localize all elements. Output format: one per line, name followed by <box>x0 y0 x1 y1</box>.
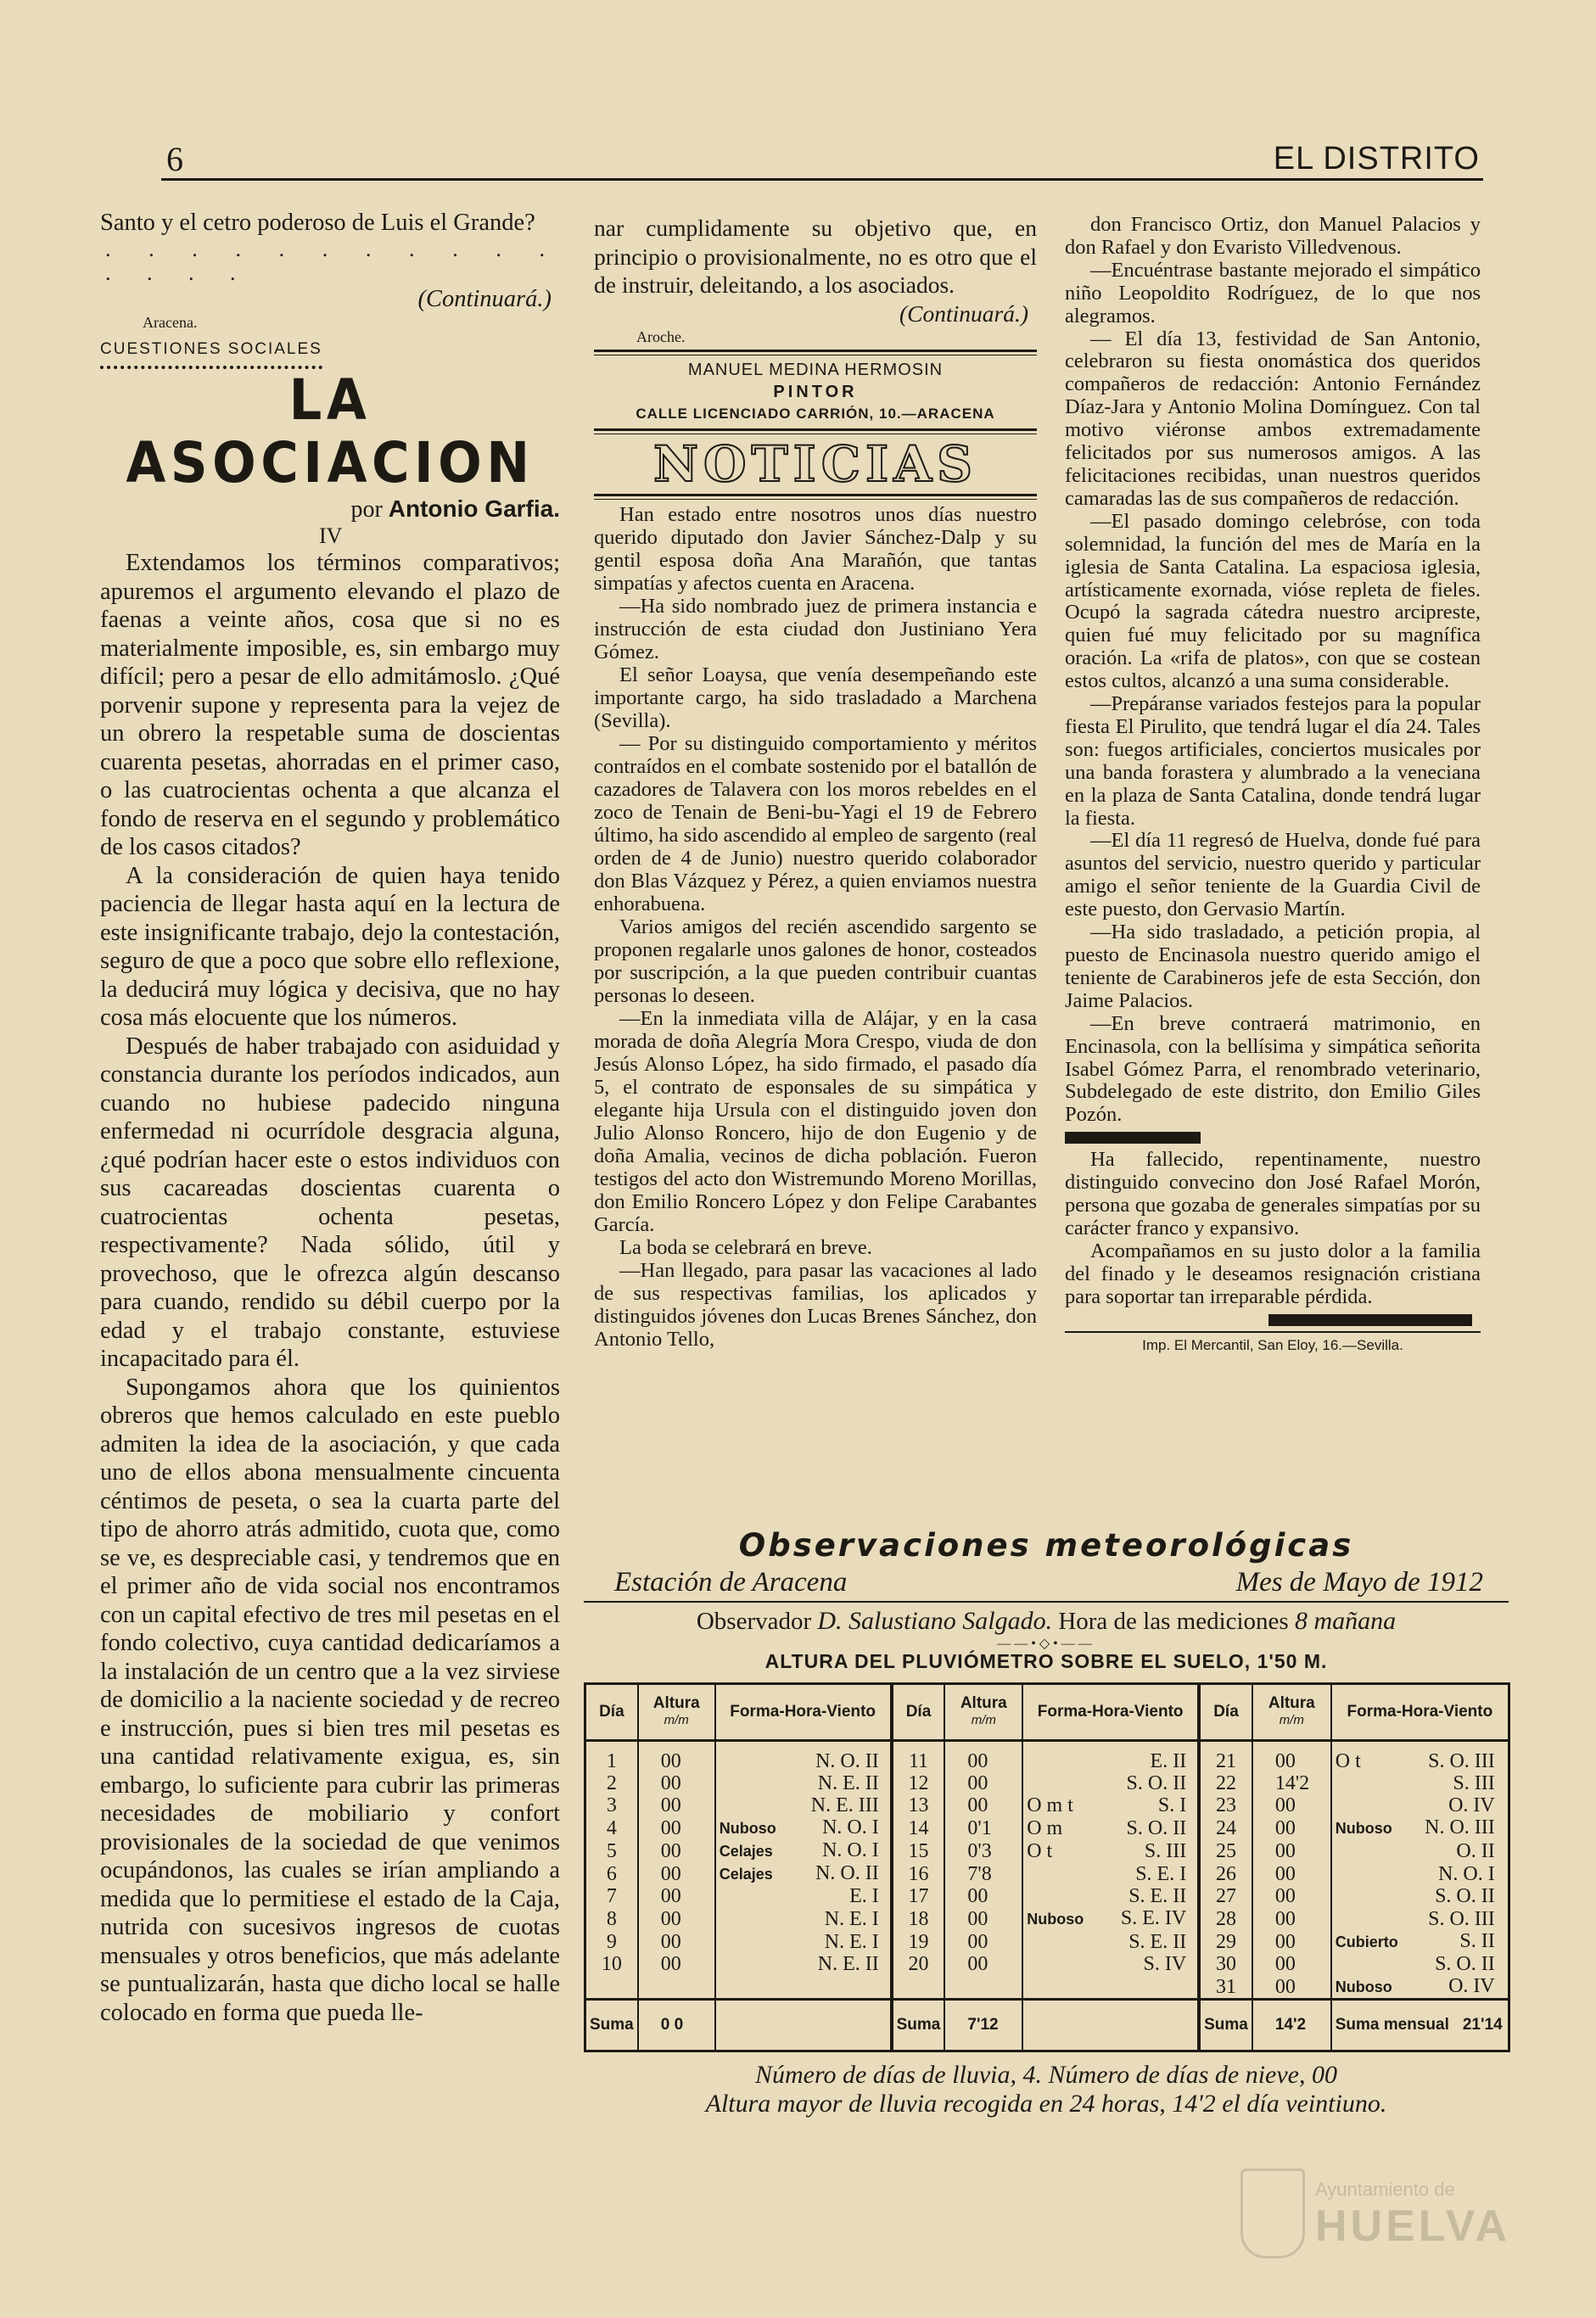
continued-text: Santo y el cetro poderoso de Luis el Grande? <box>100 210 535 236</box>
fleuron: ——•◇•—— <box>997 1637 1095 1651</box>
cell-day: 17 <box>892 1885 945 1907</box>
paragraph: A la consideración de quien haya tenido paciencia de llegar hasta aquí en la lectura de este insignificante trabajo, dejo la contestación, seguro de que a poco que sobre ello reflexione, la deducirá muy lógica y decisiva, que no hay cosa más elocuente que los números. <box>100 862 560 1031</box>
cell-wind <box>715 1839 892 1862</box>
sum-value: 14'2 <box>1252 2000 1331 2051</box>
paragraph: Después de haber trabajado con asiduidad y constancia durante los períodos indicados, aun cuando no hubiese padecido ninguna enfermedad ni ocurrídole desgracia alguna, ¿qué podrían hacer este o estos individuos con sus cacareadas doscientas cuarenta o cuatrocientas ochenta pesetas, respectivamente? Nada sólido, útil y provechoso, que le ofrezca algún descanso para cuando, rendido su débil cuerpo por la edad y el trabajo constante, estuviese incapacitado para él. <box>100 1033 560 1372</box>
cell-wind <box>1022 1794 1199 1816</box>
paragraph: —Ha sido trasladado, a petición propia, al puesto de Encinasola nuestro querido amigo el teniente de Carabineros jefe de esta Sección, don Jaime Palacios. <box>1065 921 1481 1012</box>
paragraph: —En breve contraerá matrimonio, en Encinasola, con la bellísima y simpática señorita Isabel Gómez Parra, el renombrado veterinario, Subdelegado de este distrito, don Emilio Giles Pozón. <box>1065 1011 1481 1127</box>
part-number: IV <box>319 523 343 548</box>
ad-trade: PINTOR <box>773 383 858 402</box>
wind-direction: N. O. I <box>822 1816 879 1838</box>
cell-wind <box>715 1885 892 1907</box>
black-rule <box>1065 1132 1201 1144</box>
cell-height: 14'2 <box>1252 1772 1331 1794</box>
continued-text: nar cumplidamente su objetivo que, en principio o provisionalmente, no es otro que el de instruir, deleitando, a los asociados. <box>594 215 1037 299</box>
sum-extra <box>715 2000 892 2051</box>
sky-form: O m <box>1027 1816 1063 1839</box>
table-row <box>585 1953 1509 1975</box>
paragraph: — Por su distinguido comportamiento y méritos contraídos en el combate sostenido por el batallón de cazadores de Talavera con los moros rebeldes en el zoco de Tenain de Beni-bu-Yagi el 19 de Febrero último, ha sido ascendido al empleo de sargento (real orden de 4 de Junio) nuestro querido colaborador don Blas Vázquez y Pérez, a quien enviamos nuestra enhorabuena. <box>594 732 1037 916</box>
paragraph: La boda se celebrará en breve. <box>619 1236 872 1260</box>
header-forma-hora-viento: Forma-Hora-Viento <box>1022 1684 1199 1741</box>
cell-height: 00 <box>1252 1862 1331 1885</box>
header-altura-label: Altura <box>1268 1694 1315 1712</box>
ad-name: MANUEL MEDINA HERMOSIN <box>687 361 944 380</box>
wind-direction: N. O. I <box>1438 1862 1495 1885</box>
paragraph: —Ha sido nombrado juez de primera instancia e instrucción de esta ciudad don Justiniano Yera Gómez. <box>594 595 1037 664</box>
rain-days-note: Número de días de lluvia, 4. Número de días de nieve, 00 <box>755 2061 1337 2089</box>
ellipsis-dots: . . . . . . . . . . . . . . . <box>105 236 560 285</box>
cell-wind <box>1331 1816 1509 1839</box>
table-row <box>585 1741 1509 1773</box>
wind-direction: N. E. I <box>824 1907 879 1930</box>
section-title: NOTICIAS <box>652 435 977 494</box>
cell-wind <box>1022 1862 1199 1885</box>
cell-height: 00 <box>944 1953 1022 1975</box>
cell-day: 30 <box>1199 1953 1252 1975</box>
cell-wind <box>1022 1975 1199 2000</box>
header-unit: m/m <box>971 1713 996 1727</box>
cell-height: 00 <box>638 1794 715 1816</box>
cell-height: 00 <box>1252 1930 1331 1953</box>
cell-day: 10 <box>585 1953 638 1975</box>
cell-height: 0'3 <box>944 1839 1022 1862</box>
observer-name: D. Salustiano Salgado. <box>817 1607 1053 1635</box>
paragraph: Extendamos los términos comparativos; apuremos el argumento elevando el plazo de faenas a veinte años, cosa que si no es materialmente imposible, es, sin embargo muy difícil; pero a pesar de ello admitámoslo. ¿Qué porvenir supone y representa para la vejez de un obrero la respetable suma de doscientas cuarenta pesetas, ahorradas en el primer caso, o las cuatrocientas ochenta a que alcanza el fondo de reserva en el segundo y problemático de los casos citados? <box>100 550 560 860</box>
wind-direction: S. III <box>1144 1839 1187 1862</box>
paragraph: Han estado entre nosotros unos días nuestro querido diputado don Javier Sánchez-Dalp y su gentil esposa doña Ana Marañón, que tantas simpatías y afectos cuenta en Aracena. <box>594 503 1037 596</box>
cell-height: 00 <box>944 1907 1022 1930</box>
wind-direction: N. E. II <box>817 1953 879 1975</box>
sum-value: 0 0 <box>638 2000 715 2051</box>
sum-value: 7'12 <box>944 2000 1022 2051</box>
paragraph: Ha fallecido, repentinamente, nuestro distinguido convecino don José Rafael Morón, persona que gozaba de generales simpatías por su carácter franco y expansivo. <box>1065 1148 1481 1240</box>
cell-wind <box>1022 1885 1199 1907</box>
cell-height: 00 <box>944 1741 1022 1773</box>
cell-day: 21 <box>1199 1741 1252 1773</box>
column-1 <box>100 209 560 2027</box>
column-2 <box>594 214 1037 1351</box>
cell-height: 00 <box>1252 1839 1331 1862</box>
cell-day: 23 <box>1199 1794 1252 1816</box>
cell-height: 00 <box>638 1885 715 1907</box>
max-rain-note: Altura mayor de lluvia recogida en 24 horas, 14'2 el día veintiuno. <box>705 2090 1387 2118</box>
cell-wind <box>1022 1816 1199 1839</box>
header-dia: Día <box>585 1684 638 1741</box>
cell-height: 00 <box>1252 1885 1331 1907</box>
sky-form: Celajes <box>719 1866 773 1883</box>
cell-height: 00 <box>1252 1953 1331 1975</box>
cell-height: 00 <box>638 1953 715 1975</box>
wind-direction: S. III <box>1453 1772 1495 1794</box>
article-title: LA ASOCIACION <box>126 367 535 495</box>
header-forma-hora-viento: Forma-Hora-Viento <box>715 1684 892 1741</box>
paragraph: don Francisco Ortiz, don Manuel Palacios y don Rafael y don Evaristo Villedvenous. <box>1065 213 1481 259</box>
cell-day: 26 <box>1199 1862 1252 1885</box>
wind-direction: E. I <box>849 1885 879 1907</box>
cell-day: 13 <box>892 1794 945 1816</box>
table-row <box>585 1862 1509 1885</box>
paragraph: —Encuéntrase bastante mejorado el simpático niño Leopoldito Rodríguez, de lo que nos alegramos. <box>1065 258 1481 327</box>
cell-day: 11 <box>892 1741 945 1773</box>
cell-wind <box>715 1953 892 1975</box>
sum-label: Suma <box>585 2000 638 2051</box>
cell-height: 00 <box>638 1839 715 1862</box>
continuara-note: (Continuará.) <box>417 285 552 312</box>
cell-height: 00 <box>638 1816 715 1839</box>
header-altura-label: Altura <box>960 1694 1007 1712</box>
cell-day: 18 <box>892 1907 945 1930</box>
header-altura <box>1252 1684 1331 1741</box>
cell-height: 00 <box>1252 1794 1331 1816</box>
hour-label: Hora de las mediciones <box>1052 1608 1295 1635</box>
header-unit: m/m <box>664 1713 689 1727</box>
cell-day: 4 <box>585 1816 638 1839</box>
cell-wind <box>715 1907 892 1930</box>
wind-direction: S. E. II <box>1128 1930 1187 1953</box>
paragraph: Acompañamos en su justo dolor a la familia del finado y le deseamos resignación cristiana para soportar tan irreparable pérdida. <box>1065 1239 1481 1308</box>
wind-direction: S. IV <box>1143 1953 1187 1975</box>
cell-day: 22 <box>1199 1772 1252 1794</box>
cell-height <box>638 1975 715 2000</box>
divider <box>594 494 1037 500</box>
cell-day: 9 <box>585 1930 638 1953</box>
place-signature: Aroche. <box>636 328 686 346</box>
wind-direction: N. O. I <box>822 1839 879 1861</box>
watermark <box>1240 2169 1529 2270</box>
cell-height: 00 <box>944 1794 1022 1816</box>
wind-direction: S. I <box>1157 1794 1187 1816</box>
wind-direction: S. E. I <box>1135 1862 1187 1885</box>
cell-day <box>892 1975 945 2000</box>
continuara-note: (Continuará.) <box>899 299 1028 327</box>
table-body <box>585 1741 1509 2051</box>
cell-height <box>944 1975 1022 2000</box>
cell-day: 12 <box>892 1772 945 1794</box>
cell-height: 00 <box>1252 1741 1331 1773</box>
cell-day: 6 <box>585 1862 638 1885</box>
sky-form: O t <box>1027 1839 1053 1862</box>
cell-day: 24 <box>1199 1816 1252 1839</box>
paragraph: — El día 13, festividad de San Antonio, celebraron su fiesta onomástica dos queridos compañeros de redacción: Antonio Fernández Díaz-Jara y Antonio Molina Domínguez. Con tal motivo viéronse ambos extremadamente felicitados por sus numerosos amigos. A las felicitaciones recibidas, unan nuestros queridos camaradas las de sus compañeros de redacción. <box>1065 327 1481 510</box>
cell-wind <box>1331 1885 1509 1907</box>
cell-day: 15 <box>892 1839 945 1862</box>
paragraph: —Han llegado, para pasar las vacaciones al lado de sus respectivas familias, los aplicados y distinguidos jóvenes don Lucas Brenes Sánchez, don Antonio Tello, <box>594 1259 1037 1352</box>
cell-day: 25 <box>1199 1839 1252 1862</box>
pluviometer-height: ALTURA DEL PLUVIÓMETRO SOBRE EL SUELO, 1'50 M. <box>764 1650 1328 1672</box>
sum-extra <box>1022 2000 1199 2051</box>
cell-height: 00 <box>638 1930 715 1953</box>
watermark-line1: Ayuntamiento de <box>1315 2179 1455 2200</box>
wind-direction: S. O. III <box>1428 1907 1495 1930</box>
cell-day: 8 <box>585 1907 638 1930</box>
wind-direction: S. O. II <box>1126 1772 1187 1794</box>
header-altura-label: Altura <box>652 1694 700 1712</box>
cell-wind <box>1331 1953 1509 1975</box>
header-unit: m/m <box>1279 1713 1304 1727</box>
paragraph: —Prepáranse variados festejos para la popular fiesta El Pirulito, que tendrá lugar el día 24. Tales son: fuegos artificiales, conciertos musicales por una banda forastera y alumbrado a la veneciana en la plaza de Santa Catalina, donde tendrá lugar la fiesta. <box>1065 692 1481 830</box>
cell-day: 28 <box>1199 1907 1252 1930</box>
meteo-title: Observaciones meteorológicas <box>738 1527 1354 1564</box>
cell-day: 14 <box>892 1816 945 1839</box>
meteo-station-line <box>584 1564 1509 1603</box>
cell-wind <box>1331 1772 1509 1794</box>
sky-form: Cubierto <box>1335 1934 1398 1950</box>
cell-height: 00 <box>1252 1816 1331 1839</box>
wind-direction: S. O. III <box>1428 1750 1495 1772</box>
wind-direction: O. II <box>1456 1839 1495 1862</box>
cell-height: 7'8 <box>944 1862 1022 1885</box>
wind-direction: S. O. II <box>1126 1816 1187 1839</box>
cell-wind <box>1022 1772 1199 1794</box>
cell-wind <box>1331 1839 1509 1862</box>
cell-wind <box>715 1975 892 2000</box>
sky-form: Celajes <box>719 1843 773 1860</box>
cell-day: 27 <box>1199 1885 1252 1907</box>
cell-day: 3 <box>585 1794 638 1816</box>
byline-author: Antonio Garfia. <box>388 495 560 522</box>
cell-height: 0'1 <box>944 1816 1022 1839</box>
cell-wind <box>1022 1839 1199 1862</box>
sum-label: Suma <box>892 2000 945 2051</box>
table-header <box>585 1684 1509 1741</box>
cell-height: 00 <box>944 1885 1022 1907</box>
page-header <box>161 139 1483 181</box>
cell-wind <box>1331 1930 1509 1953</box>
header-forma-hora-viento: Forma-Hora-Viento <box>1331 1684 1509 1741</box>
cell-wind <box>1331 1741 1509 1773</box>
wind-direction: N. O. II <box>815 1862 879 1884</box>
article-body <box>100 549 560 2027</box>
cell-day: 7 <box>585 1885 638 1907</box>
black-rule <box>1268 1314 1472 1326</box>
shield-icon <box>1240 2169 1305 2258</box>
wind-direction: N. E. II <box>817 1772 879 1794</box>
cell-wind <box>1022 1741 1199 1773</box>
cell-day: 31 <box>1199 1975 1252 2000</box>
monthly-sum-value: 21'14 <box>1462 2016 1503 2034</box>
meteo-table <box>584 1682 1510 2052</box>
sky-form: Nuboso <box>1335 1978 1392 1995</box>
news-body <box>594 503 1037 1351</box>
header-altura <box>944 1684 1022 1741</box>
cell-wind <box>715 1772 892 1794</box>
cell-wind <box>715 1930 892 1953</box>
sky-form: Nuboso <box>1335 1820 1392 1837</box>
cell-day: 20 <box>892 1953 945 1975</box>
ad-address: CALLE LICENCIADO CARRIÓN, 10.—ARACENA <box>636 406 995 423</box>
wind-direction: O. IV <box>1448 1794 1495 1816</box>
wind-direction: S. O. II <box>1435 1885 1495 1907</box>
sky-form: Nuboso <box>1027 1911 1084 1928</box>
observer-line <box>584 1603 1509 1640</box>
paragraph: Varios amigos del recién ascendido sargento se proponen regalarle unos galones de honor, costeados por suscripción, a la que pueden contribuir cuantas personas lo deseen. <box>594 915 1037 1008</box>
cell-wind <box>1331 1907 1509 1930</box>
observer-label: Observador <box>696 1608 818 1635</box>
wind-direction: S. II <box>1459 1930 1495 1952</box>
hour-value: 8 mañana <box>1294 1607 1397 1635</box>
place-signature: Aracena. <box>143 314 198 331</box>
page-number: 6 <box>166 140 183 178</box>
wind-direction: S. E. II <box>1128 1885 1187 1907</box>
table-row <box>585 1885 1509 1907</box>
imprint: Imp. El Mercantil, San Eloy, 16.—Sevilla. <box>1065 1331 1481 1357</box>
divider <box>594 428 1037 434</box>
cell-height: 00 <box>638 1741 715 1773</box>
sum-row <box>585 2000 1509 2051</box>
divider <box>594 350 1037 355</box>
cell-height: 00 <box>944 1930 1022 1953</box>
cell-height: 00 <box>944 1772 1022 1794</box>
cell-day: 16 <box>892 1862 945 1885</box>
station: Estación de Aracena <box>614 1567 848 1598</box>
cell-wind <box>1331 1862 1509 1885</box>
section-kicker: CUESTIONES SOCIALES <box>100 335 322 369</box>
table-row <box>585 1907 1509 1930</box>
cell-height: 00 <box>1252 1975 1331 2000</box>
cell-day: 5 <box>585 1839 638 1862</box>
cell-day <box>585 1975 638 2000</box>
month: Mes de Mayo de 1912 <box>1235 1567 1483 1598</box>
paragraph: —El día 11 regresó de Huelva, donde fué para asuntos del servicio, nuestro querido y particular amigo el señor teniente de la Guardia Civil de este puesto, don Gervasio Martín. <box>1065 829 1481 921</box>
byline-prefix: por <box>350 495 389 523</box>
meteo-section <box>584 1527 1509 2118</box>
cell-day: 2 <box>585 1772 638 1794</box>
wind-direction: N. E. III <box>810 1794 879 1816</box>
cell-wind <box>1022 1953 1199 1975</box>
table-row <box>585 1772 1509 1794</box>
table-row <box>585 1816 1509 1839</box>
advertisement <box>594 359 1037 425</box>
cell-wind <box>1022 1930 1199 1953</box>
cell-wind <box>1331 1794 1509 1816</box>
wind-direction: S. O. II <box>1435 1953 1495 1975</box>
table-row <box>585 1794 1509 1816</box>
byline <box>100 495 560 524</box>
header-dia: Día <box>1199 1684 1252 1741</box>
sum-extra <box>1331 2000 1509 2051</box>
wind-direction: N. O. II <box>815 1750 879 1772</box>
wind-direction: N. E. I <box>824 1930 879 1953</box>
cell-height: 00 <box>638 1907 715 1930</box>
sky-form: O t <box>1335 1750 1361 1772</box>
cell-wind <box>715 1816 892 1839</box>
cell-wind <box>1331 1975 1509 2000</box>
table-row <box>585 1930 1509 1953</box>
table-row <box>585 1975 1509 2000</box>
sky-form: O m t <box>1027 1794 1073 1816</box>
header-dia: Día <box>892 1684 945 1741</box>
paragraph: El señor Loaysa, que venía desempeñando este importante cargo, ha sido trasladado a Marchena (Sevilla). <box>594 663 1037 733</box>
cell-height: 00 <box>638 1772 715 1794</box>
table-row <box>585 1839 1509 1862</box>
cell-wind <box>715 1794 892 1816</box>
paragraph: —El pasado domingo celebróse, con toda solemnidad, la función del mes de María en la iglesia de Santa Catalina. La espaciosa iglesia, artísticamente exornada, vióse repleta de fieles. Ocupó la sagrada cátedra nuestro arcipreste, quien fué muy felicitado por su magnífica oración. La «rifa de platos», con que se costean estos cultos, alcanzó a una suma considerable. <box>1065 509 1481 693</box>
cell-wind <box>1022 1907 1199 1930</box>
wind-direction: O. IV <box>1448 1975 1495 1997</box>
header-altura <box>638 1684 715 1741</box>
wind-direction: N. O. III <box>1425 1816 1495 1838</box>
paragraph: —En la inmediata villa de Alájar, y en la casa morada de doña Alegría Mora Crespo, viuda de don Jesús Alonso López, ha sido firmado, el pasado día 5, el contrato de esponsales de su simpática y elegante hija Ursula con el distinguido joven don Julio Alonso Roncero, hijo de don Eugenio y de doña Amalia, vecinos de dicha población. Fueron testigos del acto don Wistremundo Moreno Morillas, don Emilio Roncero López y don Felipe Carabantes García. <box>594 1007 1037 1237</box>
wind-direction: S. E. IV <box>1120 1907 1187 1929</box>
cell-height: 00 <box>638 1862 715 1885</box>
sky-form: Nuboso <box>719 1820 776 1837</box>
news-body-continued <box>1065 214 1481 1127</box>
obituary <box>1065 1149 1481 1308</box>
cell-day: 1 <box>585 1741 638 1773</box>
cell-height: 00 <box>1252 1907 1331 1930</box>
cell-day: 19 <box>892 1930 945 1953</box>
watermark-line2: HUELVA <box>1315 2202 1511 2251</box>
cell-wind <box>715 1862 892 1885</box>
wind-direction: E. II <box>1150 1750 1187 1772</box>
masthead: EL DISTRITO <box>1273 141 1480 176</box>
monthly-sum-label: Suma mensual <box>1335 2016 1449 2034</box>
cell-day: 29 <box>1199 1930 1252 1953</box>
cell-wind <box>715 1741 892 1773</box>
column-3 <box>1065 214 1481 1357</box>
sum-label: Suma <box>1199 2000 1252 2051</box>
paragraph: Supongamos ahora que los quinientos obreros que hemos calculado en este pueblo admiten la idea de la asociación, y que cada uno de ellos abona mensualmente cincuenta céntimos de peseta, o sea la cuarta parte del tipo de ahorro atrás admitido, cuota que, como se ve, es despreciable casi, y tendremos que en el primer año de vida social nos encontramos con un capital efectivo de tres mil pesetas en el fondo colectivo, cuya cantidad dedicaríamos a la instalación de un centro que a la vez sirviese de domicilio a la naciente sociedad y de recreo e instrucción, pues si bien tres mil pesetas es una cantidad relativamente exigua, es, sin embargo, lo suficiente para cubrir las primeras necesidades de mobiliario y confort provisionales de la sociedad de que venimos ocupándonos, las cuales se irían ampliando a medida que lo permitiese el estado de la Caja, nutrida con sucesivos ingresos de cuotas mensuales y otros beneficios, que más adelante se puntualizarán, hasta que dicho local se halle colocado en forma que pueda lle- <box>100 1374 560 2026</box>
